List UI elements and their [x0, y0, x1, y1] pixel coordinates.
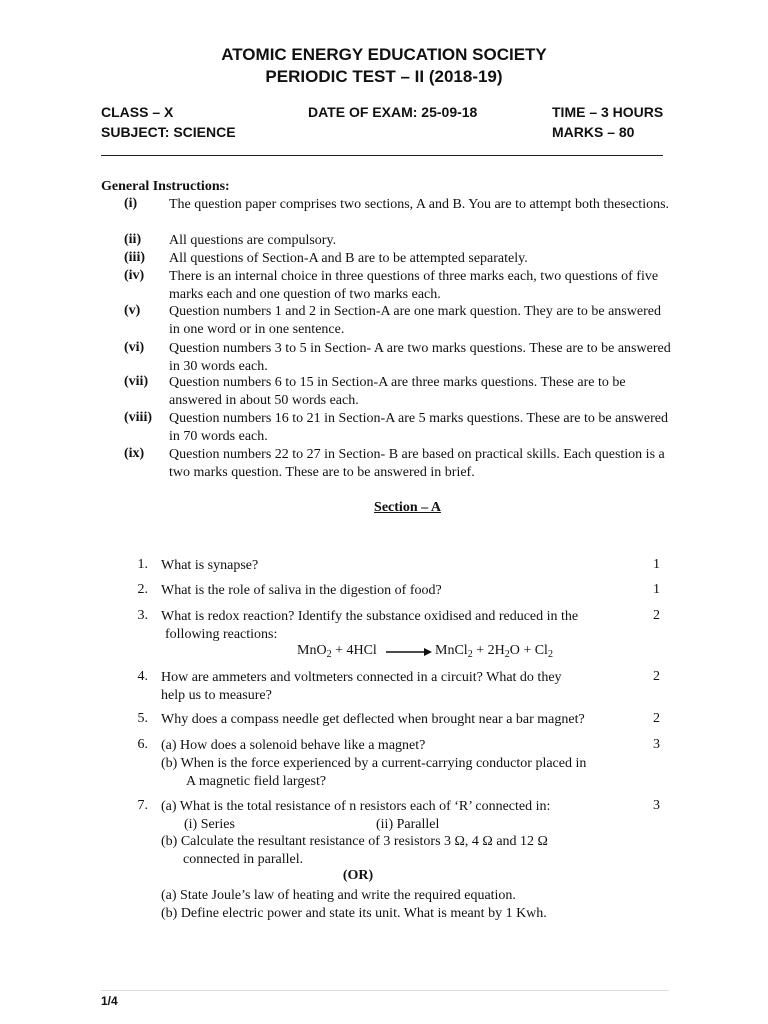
- instruction-number: (viii): [124, 410, 152, 425]
- instruction-text: Question numbers 22 to 27 in Section- B are based on practical skills. Each question is a two marks question. These are to be answered in brief.: [169, 447, 665, 480]
- header-divider: [101, 155, 663, 156]
- question-part-b-continued: connected in parallel.: [183, 852, 304, 867]
- question-text: What is synapse?: [161, 558, 259, 573]
- instruction-number: (iii): [124, 250, 145, 265]
- question-marks: 3: [653, 798, 660, 813]
- redox-equation-lhs: MnO$_2$ + 4HCl: [297, 643, 377, 660]
- instructions-heading: General Instructions:: [101, 179, 230, 194]
- question-marks: 3: [653, 737, 660, 752]
- or-separator: (OR): [342, 868, 374, 883]
- footer-divider: [101, 990, 669, 991]
- instruction-text: The question paper comprises two sections, A and B. You are to attempt both thesections.: [169, 197, 670, 212]
- question-alt-part-b: (b) Define electric power and state its unit. What is meant by 1 Kwh.: [161, 906, 547, 921]
- instruction-number: (vii): [124, 374, 149, 389]
- question-number: 1.: [137, 557, 148, 572]
- instruction-text: Question numbers 16 to 21 in Section-A are 5 marks questions. These are to be answered in 70 words each.: [169, 411, 668, 444]
- test-title: PERIODIC TEST – II (2018-19): [265, 67, 503, 86]
- total-marks: MARKS – 80: [552, 124, 635, 140]
- question-text: Why does a compass needle get deflected when brought near a bar magnet?: [161, 712, 585, 727]
- instruction-number: (v): [124, 303, 141, 318]
- question-text-continued: help us to measure?: [161, 688, 272, 703]
- exam-date: DATE OF EXAM: 25-09-18: [308, 104, 478, 120]
- org-title: ATOMIC ENERGY EDUCATION SOCIETY: [221, 45, 547, 64]
- class-label: CLASS – X: [101, 104, 174, 120]
- instruction-number: (ix): [124, 446, 145, 461]
- question-text: What is redox reaction? Identify the substance oxidised and reduced in the: [161, 609, 579, 624]
- question-option-parallel: (ii) Parallel: [376, 817, 440, 832]
- instruction-number: (iv): [124, 268, 145, 283]
- question-part-a: (a) What is the total resistance of n resistors each of ‘R’ connected in:: [161, 799, 551, 814]
- instruction-text: Question numbers 3 to 5 in Section- A are two marks questions. These are to be answered in 30 words each.: [169, 341, 671, 374]
- question-alt-part-a: (a) State Joule’s law of heating and write the required equation.: [161, 888, 516, 903]
- question-option-series: (i) Series: [184, 817, 235, 832]
- instruction-text: All questions of Section-A and B are to be attempted separately.: [169, 251, 528, 266]
- question-part-b: (b) Calculate the resultant resistance of 3 resistors 3 Ω, 4 Ω and 12 Ω: [161, 834, 548, 849]
- question-number: 5.: [137, 711, 148, 726]
- redox-equation-rhs: MnCl$_2$ + $2H_2O + Cl_2$: [435, 643, 553, 660]
- page-number: 1/4: [101, 994, 118, 1008]
- question-text-continued: following reactions:: [165, 627, 278, 642]
- question-number: 6.: [137, 737, 148, 752]
- question-part-a: (a) How does a solenoid behave like a magnet?: [161, 738, 426, 753]
- question-number: 7.: [137, 798, 148, 813]
- question-part-b-continued: A magnetic field largest?: [186, 774, 327, 789]
- question-text: How are ammeters and voltmeters connected in a circuit? What do they: [161, 670, 562, 685]
- subject-label: SUBJECT: SCIENCE: [101, 124, 236, 140]
- question-number: 3.: [137, 608, 148, 623]
- question-part-b: (b) When is the force experienced by a current-carrying conductor placed in: [161, 756, 587, 771]
- question-marks: 1: [653, 582, 660, 597]
- question-marks: 1: [653, 557, 660, 572]
- question-marks: 2: [653, 669, 660, 684]
- section-title: Section – A: [374, 500, 441, 515]
- instruction-number: (ii): [124, 232, 142, 247]
- instruction-number: (vi): [124, 340, 145, 355]
- instruction-text: There is an internal choice in three questions of three marks each, two questions of five marks each and one question of two marks each.: [169, 269, 659, 302]
- instruction-text: All questions are compulsory.: [169, 233, 337, 248]
- question-text: What is the role of saliva in the digestion of food?: [161, 583, 442, 598]
- question-marks: 2: [653, 711, 660, 726]
- exam-time: TIME – 3 HOURS: [552, 104, 664, 120]
- instruction-text: Question numbers 1 and 2 in Section-A are one mark question. They are to be answered in one word or in one sentence.: [169, 304, 661, 337]
- question-number: 2.: [137, 582, 148, 597]
- question-number: 4.: [137, 669, 148, 684]
- question-marks: 2: [653, 608, 660, 623]
- reaction-arrow-icon: [385, 645, 433, 659]
- instruction-text: Question numbers 6 to 15 in Section-A are three marks questions. These are to be answered in about 50 words each.: [169, 375, 626, 408]
- instruction-number: (i): [124, 196, 138, 211]
